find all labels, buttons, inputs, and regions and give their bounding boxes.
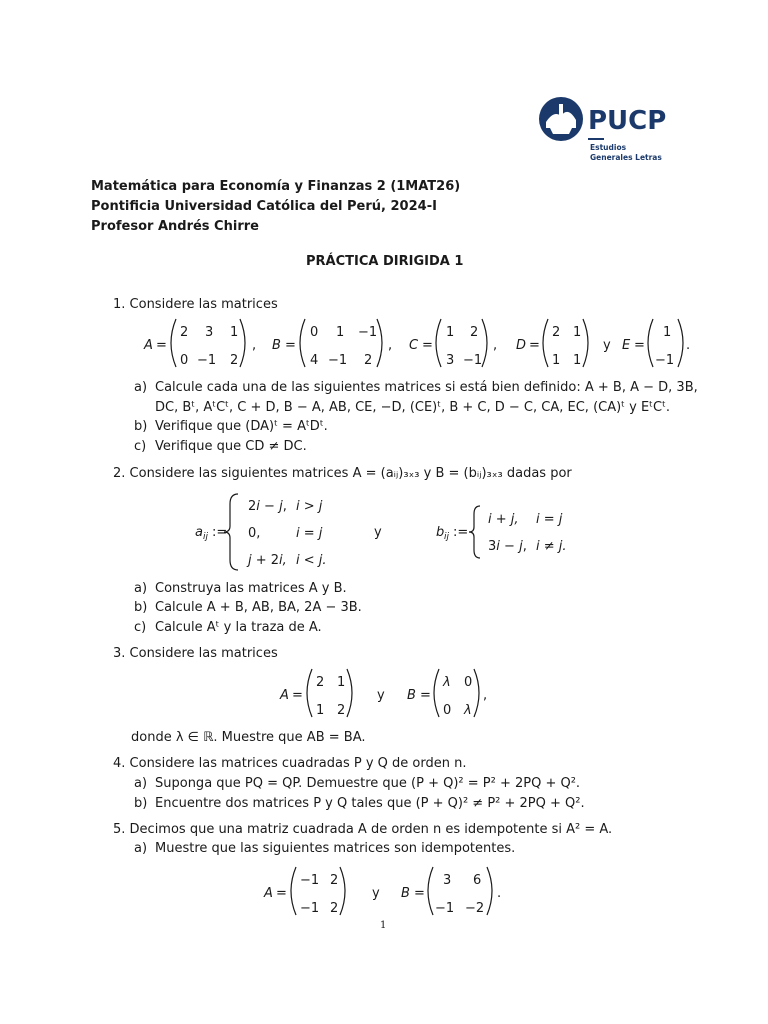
svg-text:0: 0 [464, 675, 473, 690]
problem-3-intro: 3. Considere las matrices [113, 646, 278, 661]
svg-text:0: 0 [310, 325, 319, 340]
svg-text:=: = [156, 338, 167, 353]
svg-text:=: = [414, 886, 425, 901]
svg-text:i = j: i = j [296, 526, 323, 541]
svg-text:y: y [372, 886, 380, 901]
svg-text:−1: −1 [655, 353, 675, 368]
problem-2-intro: 2. Considere las siguientes matrices A = (aᵢⱼ)₃ₓ₃ y B = (bᵢⱼ)₃ₓ₃ dadas por [113, 466, 572, 481]
p1-a-text-2: DC, Bᵗ, AᵗCᵗ, C + D, B − A, AB, CE, −D, (CE)ᵗ, B + C, D − C, CA, EC, (CA)ᵗ y EᵗCᵗ. [155, 400, 671, 415]
svg-text:,: , [483, 688, 488, 703]
course-title: Matemática para Economía y Finanzas 2 (1MAT26) [91, 179, 461, 194]
svg-text:a: a [195, 525, 203, 540]
svg-text:1: 1 [573, 353, 582, 368]
svg-text:1: 1 [663, 325, 672, 340]
svg-text:A: A [264, 886, 273, 901]
svg-text:1: 1 [230, 325, 239, 340]
svg-text:i + j,: i + j, [488, 512, 519, 527]
svg-text:2: 2 [470, 325, 479, 340]
problem-3-matrices [276, 666, 506, 724]
p2-a-text: Construya las matrices A y B. [155, 581, 347, 596]
p2-c-label: c) [134, 620, 147, 635]
problem-5-intro: 5. Decimos que una matriz cuadrada A de orden n es idempotente si A² = A. [113, 822, 613, 837]
svg-text:.: . [686, 338, 691, 353]
svg-text:ij: ij [203, 532, 209, 542]
p2-c-text: Calcule Aᵗ y la traza de A. [155, 620, 322, 635]
p2-b-label: b) [134, 600, 148, 615]
svg-text:−1: −1 [463, 353, 483, 368]
svg-text:PUCP: PUCP [588, 106, 667, 136]
page-number: 1 [380, 920, 387, 931]
svg-text:2: 2 [337, 703, 346, 718]
svg-text:3i − j,: 3i − j, [488, 539, 527, 554]
svg-text:ij: ij [444, 532, 450, 542]
pucp-logo [536, 92, 676, 167]
p1-c-text: Verifique que CD ≠ DC. [155, 439, 307, 454]
p2-a-label: a) [134, 581, 148, 596]
svg-text:−1: −1 [328, 353, 348, 368]
p2-b-text: Calcule A + B, AB, BA, 2A − 3B. [155, 600, 362, 615]
p1-c-label: c) [134, 439, 147, 454]
svg-text:−1: −1 [300, 901, 320, 916]
svg-text:C: C [409, 338, 419, 353]
svg-text:B: B [401, 886, 410, 901]
svg-text:0: 0 [180, 353, 189, 368]
p4-a-label: a) [134, 776, 148, 791]
svg-text::=: := [453, 525, 469, 540]
svg-text:i = j: i = j [536, 512, 563, 527]
svg-text:Estudios: Estudios [590, 143, 627, 152]
svg-text:2: 2 [316, 675, 325, 690]
svg-text:,: , [252, 338, 257, 353]
svg-text:D: D [516, 338, 527, 353]
p1-b-text: Verifique que (DA)ᵗ = AᵗDᵗ. [155, 419, 328, 434]
svg-text:y: y [374, 525, 382, 540]
svg-text:A: A [144, 338, 153, 353]
svg-text:=: = [634, 338, 645, 353]
svg-text:6: 6 [473, 873, 482, 888]
svg-text:,: , [493, 338, 498, 353]
svg-text:2i − j,: 2i − j, [248, 499, 287, 514]
svg-text:−1: −1 [435, 901, 455, 916]
svg-text:i < j.: i < j. [296, 553, 327, 568]
svg-text:.: . [497, 886, 502, 901]
svg-text:i ≠ j.: i ≠ j. [536, 539, 567, 554]
p4-b-text: Encuentre dos matrices P y Q tales que (P + Q)² ≠ P² + 2PQ + Q². [155, 796, 585, 811]
svg-text:=: = [292, 688, 303, 703]
p4-a-text: Suponga que PQ = QP. Demuestre que (P + Q)² = P² + 2PQ + Q². [155, 776, 581, 791]
svg-text:=: = [420, 688, 431, 703]
svg-text:y: y [603, 338, 611, 353]
svg-text::=: := [212, 525, 228, 540]
svg-text:−1: −1 [300, 873, 320, 888]
svg-text:=: = [276, 886, 287, 901]
problem-5-matrices [260, 864, 510, 922]
svg-text:2: 2 [180, 325, 189, 340]
university-name: Pontificia Universidad Católica del Perú, 2024-I [91, 199, 437, 214]
svg-text:3: 3 [443, 873, 452, 888]
svg-text:2: 2 [330, 901, 339, 916]
svg-text:=: = [422, 338, 433, 353]
p1-a-label: a) [134, 380, 148, 395]
svg-text:2: 2 [552, 325, 561, 340]
svg-text:1: 1 [573, 325, 582, 340]
svg-text:=: = [529, 338, 540, 353]
svg-text:λ: λ [464, 703, 472, 718]
svg-text:B: B [407, 688, 416, 703]
svg-text:2: 2 [230, 353, 239, 368]
svg-text:1: 1 [446, 325, 455, 340]
svg-text:λ: λ [443, 675, 451, 690]
svg-text:0,: 0, [248, 526, 261, 541]
svg-text:i > j: i > j [296, 499, 323, 514]
problem-1-intro: 1. Considere las matrices [113, 297, 278, 312]
pucp-seal-icon [536, 92, 676, 167]
svg-text:1: 1 [336, 325, 345, 340]
professor-name: Profesor Andrés Chirre [91, 219, 259, 234]
problem-1-matrices [130, 314, 700, 372]
svg-text:3: 3 [446, 353, 455, 368]
svg-text:,: , [388, 338, 393, 353]
svg-text:b: b [436, 525, 445, 540]
svg-text:y: y [377, 688, 385, 703]
p3-after: donde λ ∈ ℝ. Muestre que AB = BA. [131, 730, 366, 745]
page-title: PRÁCTICA DIRIGIDA 1 [306, 254, 464, 269]
svg-text:E: E [622, 338, 631, 353]
problem-4-intro: 4. Considere las matrices cuadradas P y Q de orden n. [113, 756, 467, 771]
svg-text:−1: −1 [197, 353, 217, 368]
svg-text:B: B [272, 338, 281, 353]
svg-text:Generales Letras: Generales Letras [590, 153, 662, 162]
svg-text:A: A [280, 688, 289, 703]
p5-a-text: Muestre que las siguientes matrices son idempotentes. [155, 841, 516, 856]
svg-text:3: 3 [205, 325, 214, 340]
svg-text:1: 1 [337, 675, 346, 690]
svg-text:=: = [285, 338, 296, 353]
svg-text:−2: −2 [465, 901, 485, 916]
svg-text:4: 4 [310, 353, 319, 368]
svg-text:2: 2 [364, 353, 373, 368]
p1-a-text-1: Calcule cada una de las siguientes matrices si está bien definido: A + B, A − D, 3B, [155, 380, 698, 395]
svg-text:0: 0 [443, 703, 452, 718]
problem-2-definitions [190, 490, 590, 572]
p1-b-label: b) [134, 419, 148, 434]
svg-text:1: 1 [552, 353, 561, 368]
svg-text:−1: −1 [358, 325, 378, 340]
p4-b-label: b) [134, 796, 148, 811]
svg-text:j + 2i,: j + 2i, [248, 553, 287, 568]
svg-text:2: 2 [330, 873, 339, 888]
svg-text:1: 1 [316, 703, 325, 718]
p5-a-label: a) [134, 841, 148, 856]
